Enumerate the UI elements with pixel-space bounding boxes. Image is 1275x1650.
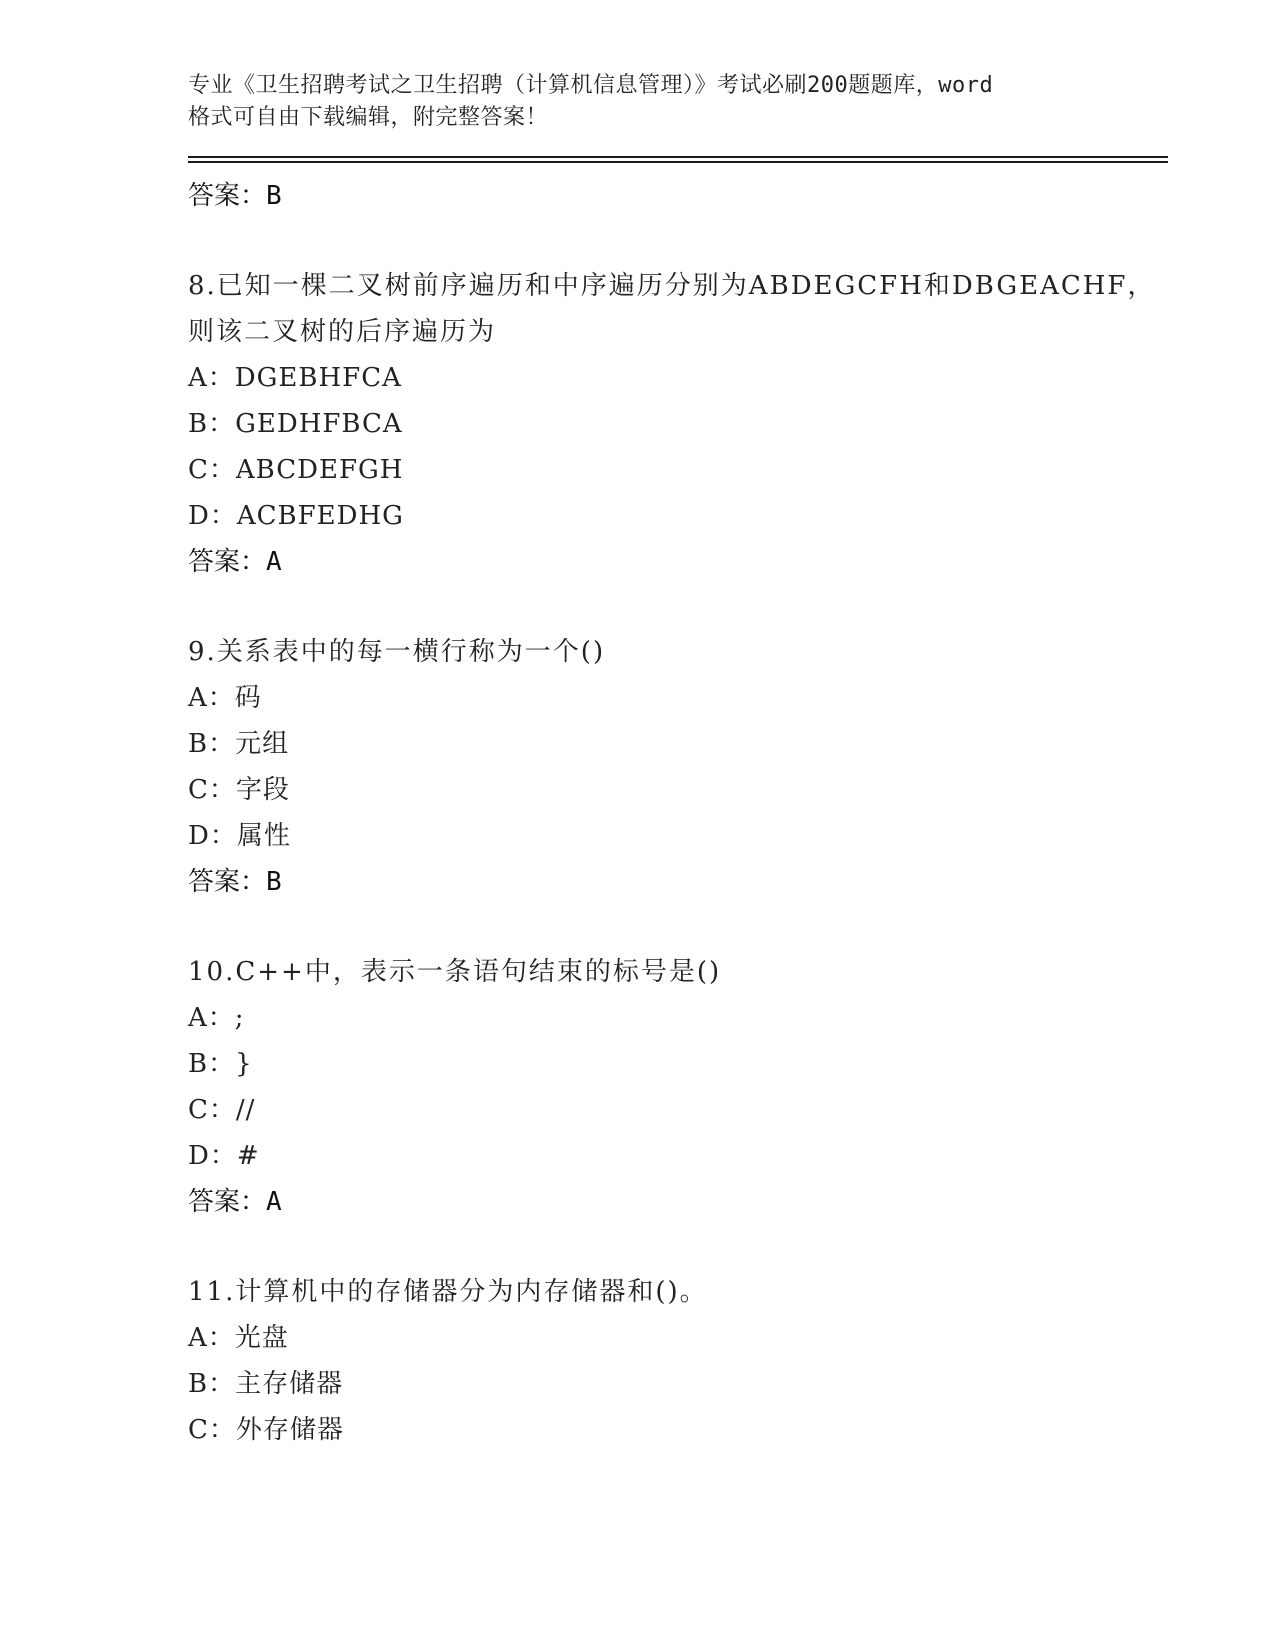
option-label: A： (188, 1003, 235, 1033)
option-a (188, 995, 1168, 1041)
option-label: D： (188, 501, 237, 531)
option-label: C： (188, 775, 236, 805)
question-block (188, 949, 1168, 1225)
question-title-continued: 则该二叉树的后序遍历为 (188, 317, 497, 347)
document-header (188, 70, 1168, 134)
answer-line: 答案：A (188, 1187, 282, 1217)
option-text: 外存储器 (235, 1415, 344, 1445)
option-label: B： (188, 409, 236, 439)
option-text: 属性 (236, 821, 291, 851)
question-title: 8.已知一棵二叉树前序遍历和中序遍历分别为ABDEGCFH和DBGEACHF， (188, 271, 1156, 301)
option-d (188, 813, 1168, 859)
option-text: ; (234, 1003, 245, 1033)
option-text: 主存储器 (235, 1369, 344, 1399)
option-c (188, 767, 1168, 813)
option-a (188, 1315, 1168, 1361)
option-text: } (235, 1049, 253, 1079)
option-text: 字段 (235, 775, 290, 805)
header-line-2: 格式可自由下载编辑，附完整答案！ (188, 105, 549, 130)
option-label: A： (188, 363, 235, 393)
option-d (188, 1133, 1168, 1179)
option-b (188, 1361, 1168, 1407)
answer-line: 答案：B (188, 867, 282, 897)
question-block (188, 629, 1168, 905)
option-label: D： (188, 821, 237, 851)
option-d (188, 493, 1168, 539)
option-text: ABCDEFGH (235, 455, 404, 485)
option-text: 光盘 (234, 1323, 289, 1353)
option-b (188, 721, 1168, 767)
option-text: 元组 (235, 729, 290, 759)
option-label: C： (188, 455, 236, 485)
option-c (188, 1087, 1168, 1133)
option-label: C： (188, 1095, 236, 1125)
document-page (188, 70, 1168, 1453)
question-title: 9.关系表中的每一横行称为一个() (188, 637, 606, 667)
option-b (188, 1041, 1168, 1087)
option-text: 码 (234, 683, 262, 713)
option-text: DGEBHFCA (234, 363, 402, 393)
answer-line: 答案：B (188, 181, 282, 211)
option-c (188, 447, 1168, 493)
option-a (188, 355, 1168, 401)
question-title: 10.C++中，表示一条语句结束的标号是() (188, 957, 722, 987)
header-line-1: 专业《卫生招聘考试之卫生招聘（计算机信息管理）》考试必刷200题题库，word (188, 73, 994, 98)
answer-line: 答案：A (188, 547, 282, 577)
option-label: B： (188, 729, 236, 759)
option-label: C： (188, 1415, 236, 1445)
option-text: GEDHFBCA (235, 409, 403, 439)
option-text: // (235, 1095, 256, 1125)
question-title: 11.计算机中的存储器分为内存储器和()。 (188, 1277, 708, 1307)
option-label: A： (188, 683, 235, 713)
option-label: B： (188, 1049, 236, 1079)
question-block (188, 263, 1168, 585)
question-block (188, 1269, 1168, 1453)
option-label: D： (188, 1141, 237, 1171)
option-text: ACBFEDHG (236, 501, 404, 531)
option-label: B： (188, 1369, 236, 1399)
option-label: A： (188, 1323, 235, 1353)
option-text: # (236, 1141, 260, 1171)
header-divider (188, 156, 1168, 163)
option-c (188, 1407, 1168, 1453)
divider-line-bottom (188, 161, 1168, 163)
divider-line-top (188, 156, 1168, 158)
option-b (188, 401, 1168, 447)
option-a (188, 675, 1168, 721)
